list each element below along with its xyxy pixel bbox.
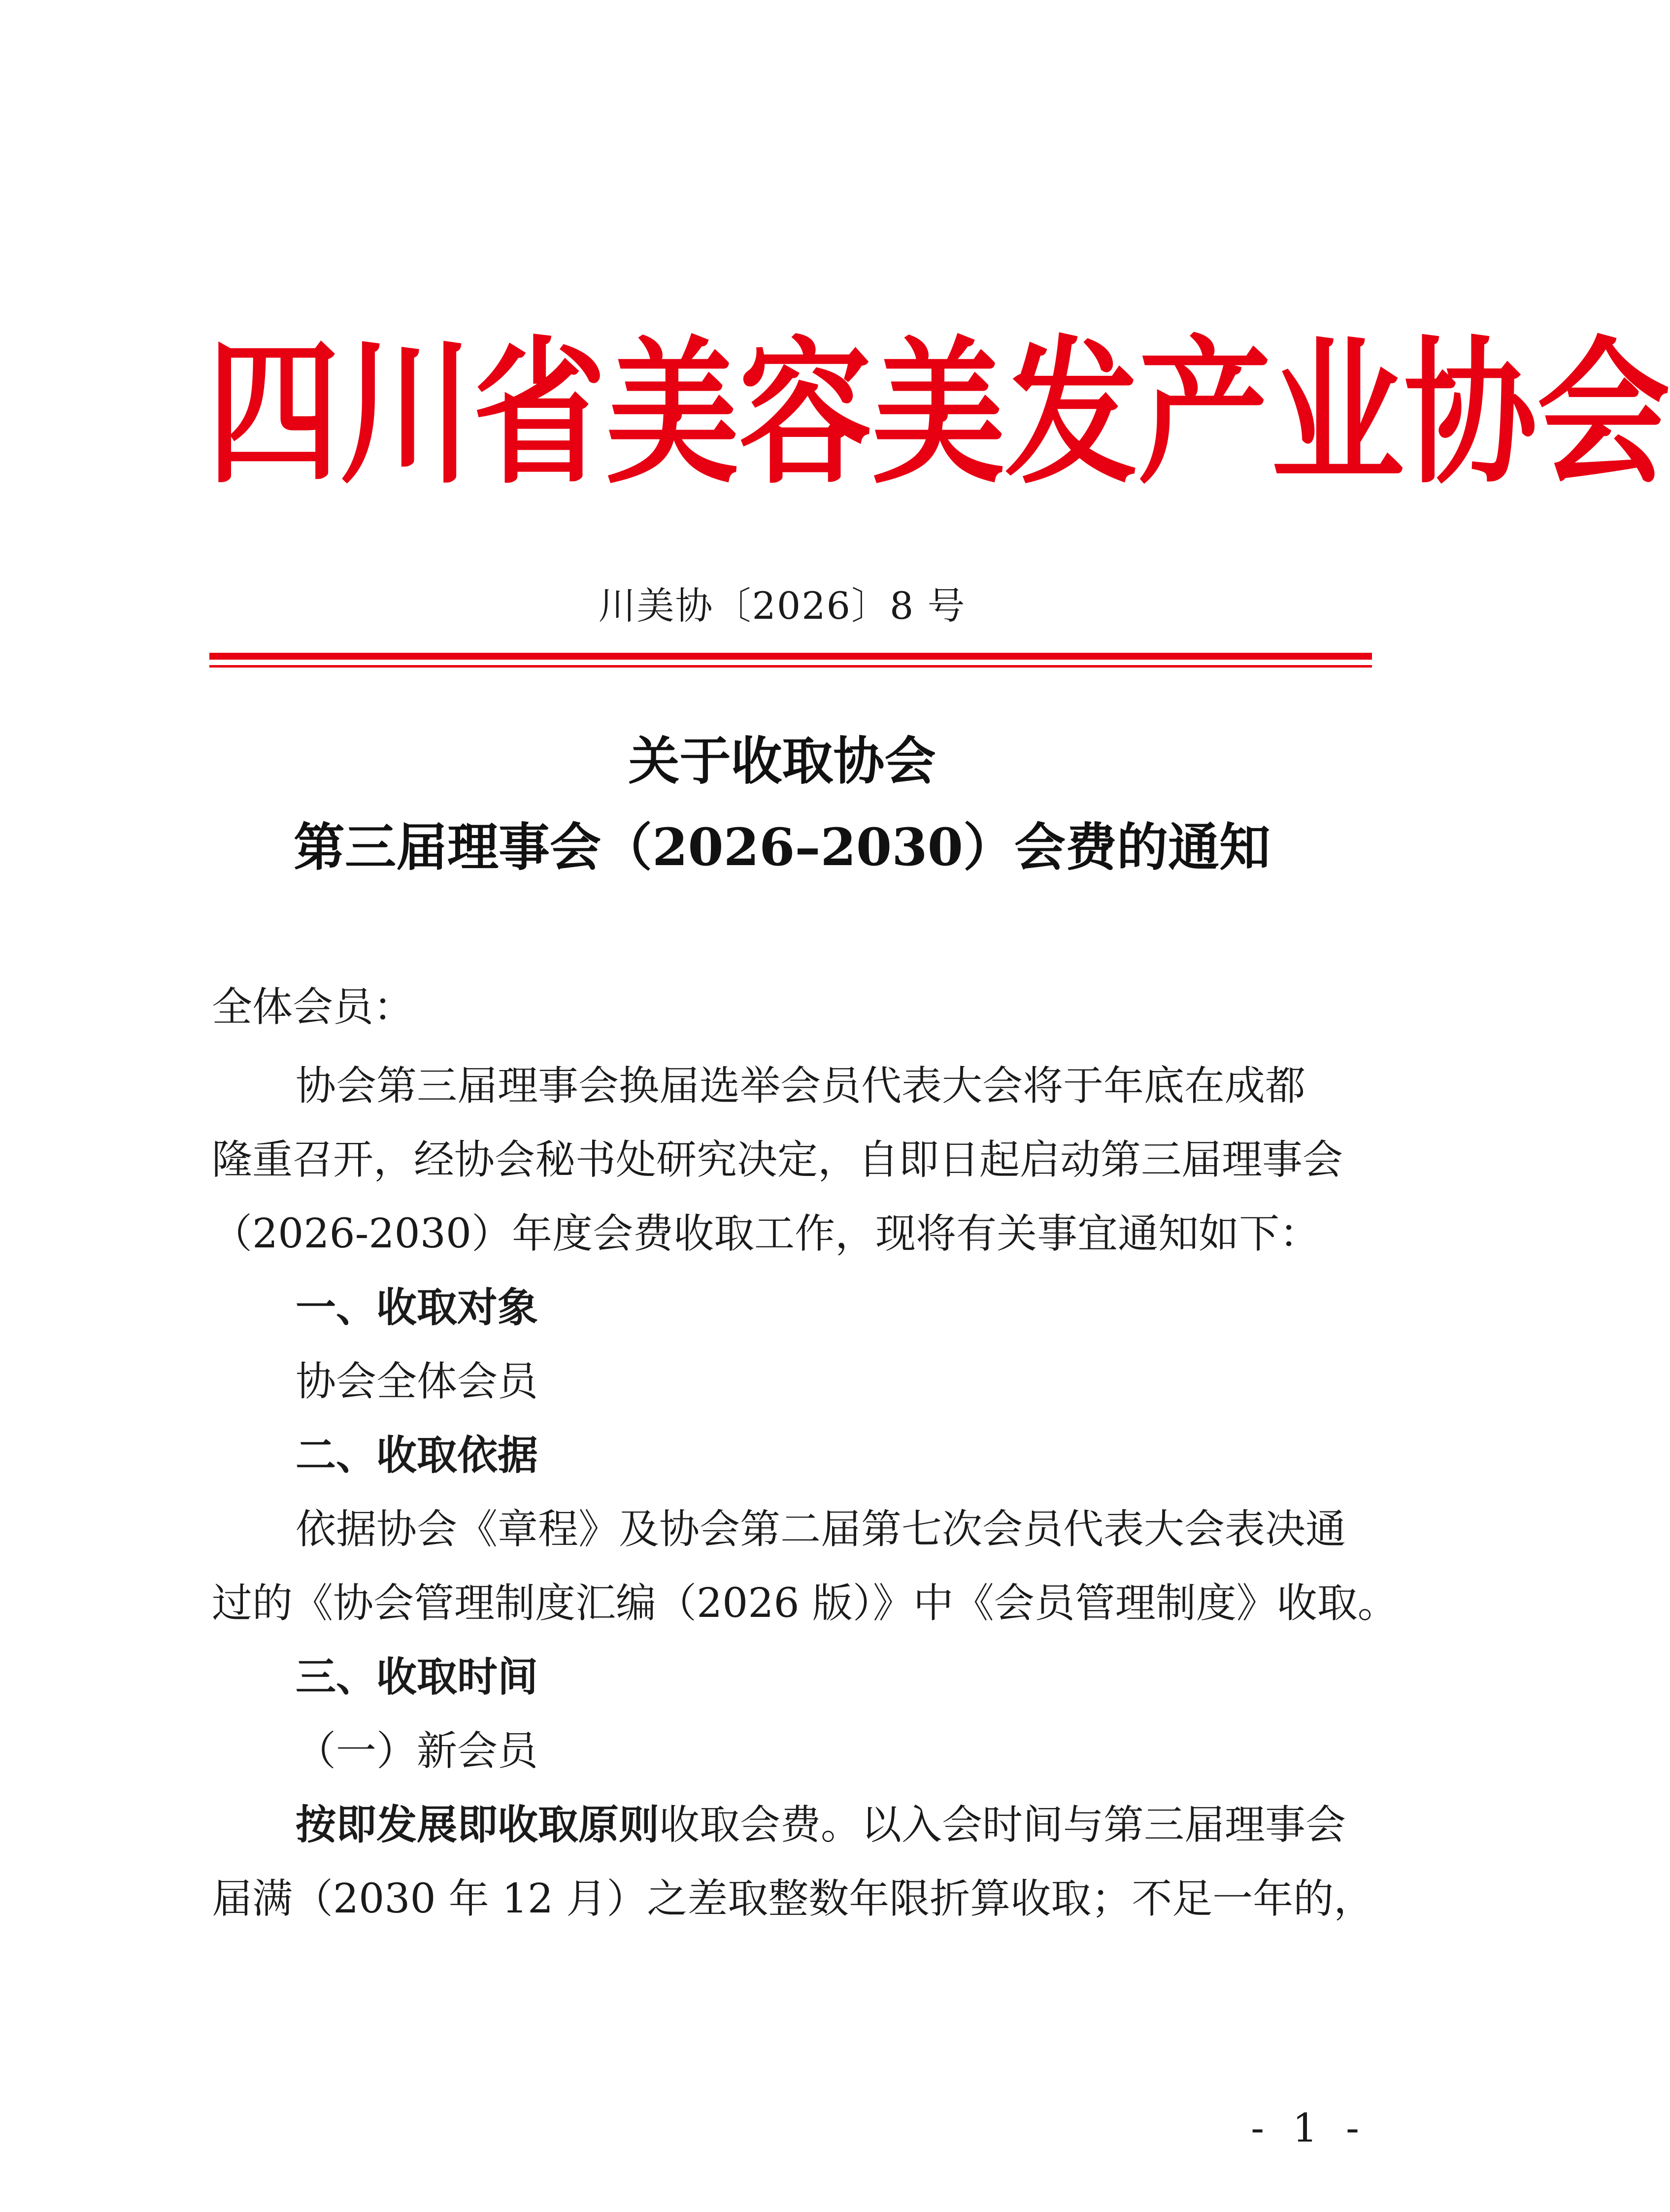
page-number: - 1 - (1251, 2105, 1367, 2151)
org-name-char: 产 (1138, 322, 1271, 505)
intro-line-1: 协会第三届理事会换届选举会员代表大会将于年底在成都 (296, 1063, 1306, 1109)
org-name-char: 协 (1404, 322, 1537, 505)
org-name-char: 发 (1005, 322, 1138, 505)
section-heading-1: 一、收取对象 (296, 1284, 538, 1331)
header-divider-thick (209, 653, 1372, 660)
section-subheading-new-members: （一）新会员 (296, 1728, 538, 1775)
org-name-char: 业 (1271, 322, 1404, 505)
intro-line-3: （2026-2030）年度会费收取工作，现将有关事宜通知如下： (212, 1210, 1320, 1257)
section-text-3-line-1-rest: 收取会费。以入会时间与第三届理事会 (659, 1802, 1346, 1848)
section-text-3-line-1 (296, 1801, 1379, 1850)
org-name-char: 美 (872, 322, 1005, 505)
header-divider-thin (209, 665, 1372, 668)
org-name-char: 会 (1537, 322, 1670, 505)
section-text-2-line-2: 过的《协会管理制度汇编（2026 版）》中《会员管理制度》收取。 (212, 1580, 1398, 1627)
section-text-2-line-1: 依据协会《章程》及协会第二届第七次会员代表大会表决通 (296, 1506, 1346, 1553)
document-title-line-1: 关于收取协会 (628, 731, 936, 791)
org-name-char: 容 (739, 322, 872, 505)
intro-line-2: 隆重召开，经协会秘书处研究决定，自即日起启动第三届理事会 (212, 1137, 1343, 1183)
org-name-char: 省 (473, 322, 606, 505)
org-name-char: 川 (340, 322, 473, 505)
section-text-1: 协会全体会员 (296, 1358, 538, 1405)
section-heading-3: 三、收取时间 (296, 1654, 538, 1701)
salutation: 全体会员： (212, 984, 414, 1031)
section-text-3-line-2: 届满（2030 年 12 月）之差取整数年限折算收取；不足一年的， (212, 1876, 1374, 1922)
org-name-header (207, 322, 1670, 505)
org-name-char: 美 (606, 322, 739, 505)
section-heading-2: 二、收取依据 (296, 1432, 538, 1479)
document-number: 川美协〔2026〕8 号 (598, 584, 966, 628)
document-title-line-2: 第三届理事会（2026–2030）会费的通知 (294, 817, 1270, 877)
org-name-char: 四 (207, 322, 340, 505)
emphasis-principle: 按即发展即收取原则 (296, 1802, 660, 1848)
